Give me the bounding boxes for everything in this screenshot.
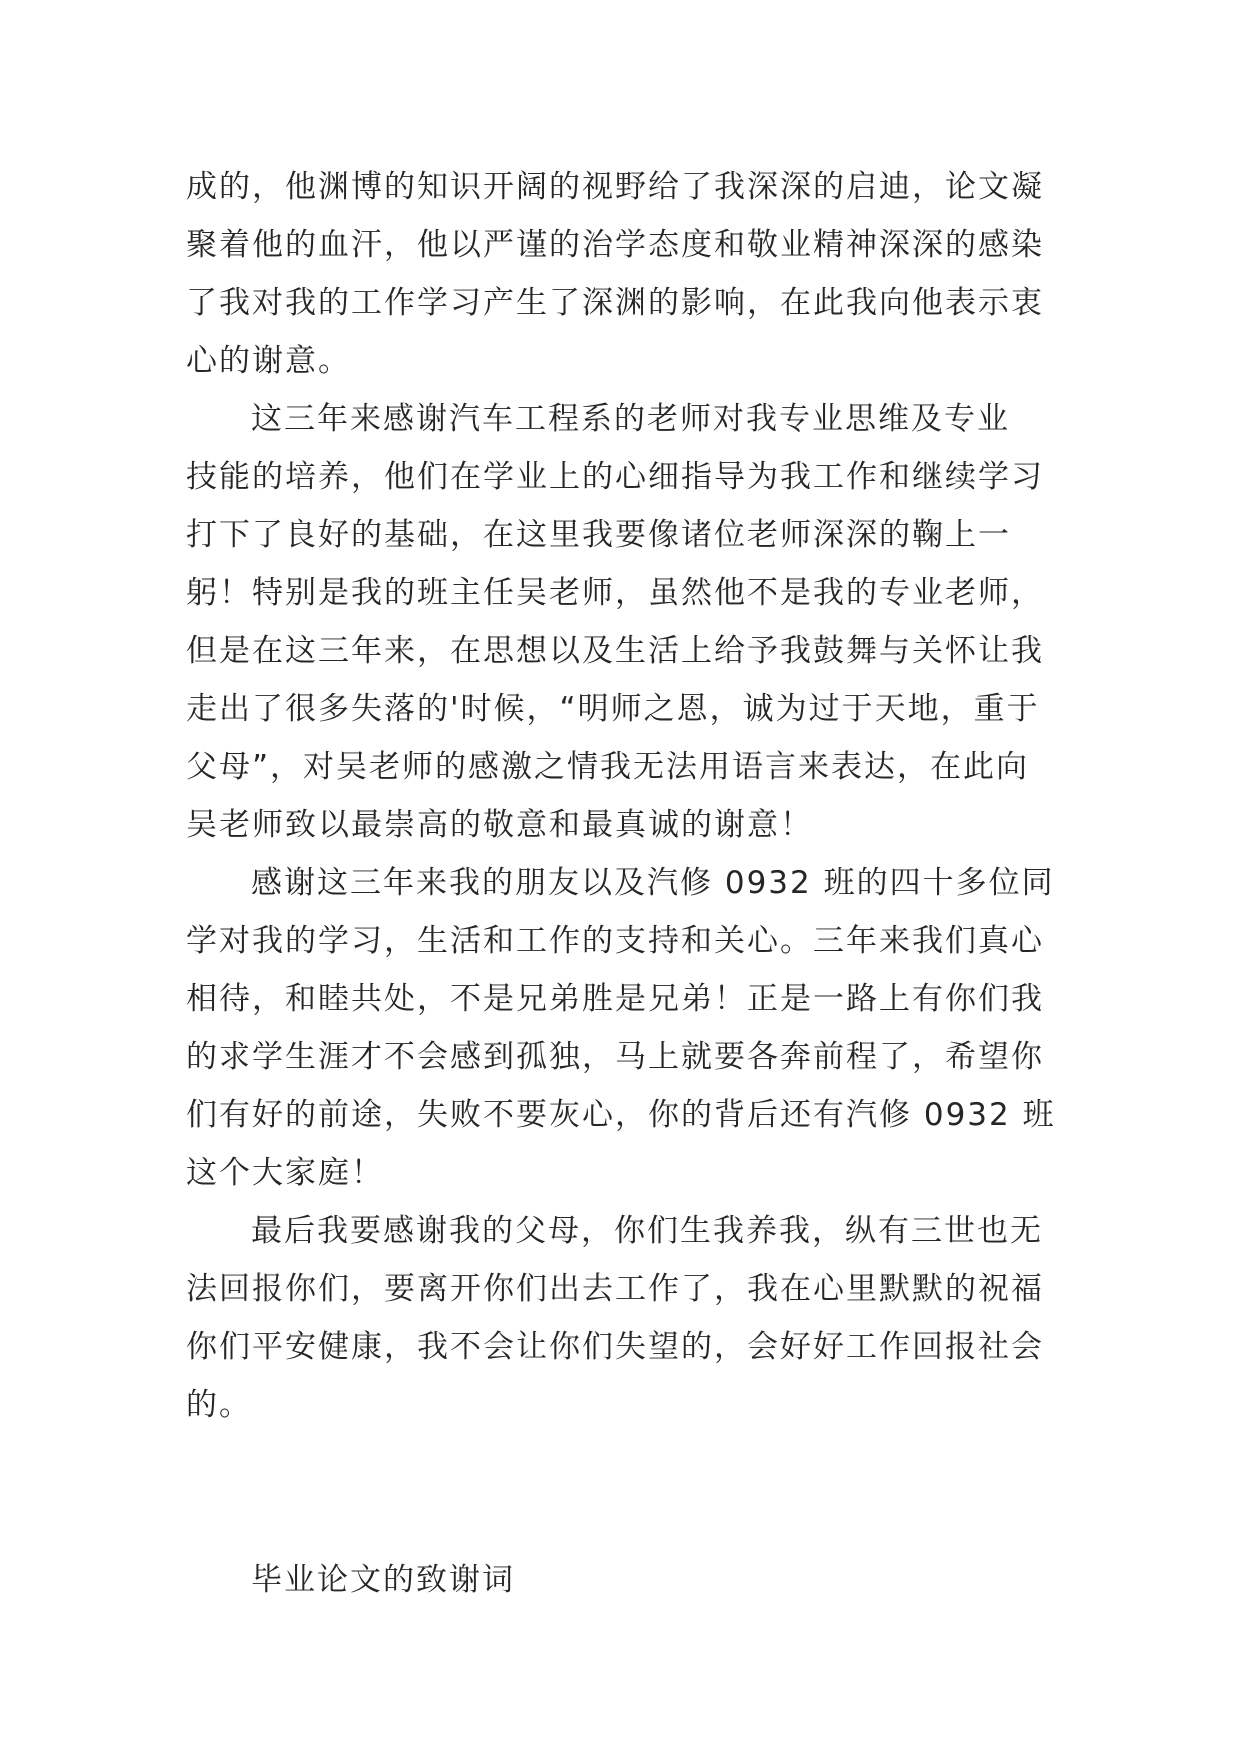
text-line: 这个大家庭！ (186, 1155, 384, 1191)
text-line: 相待，和睦共处，不是兄弟胜是兄弟！正是一路上有你们我 (186, 981, 1044, 1017)
text-line: 学对我的学习，生活和工作的支持和关心。三年来我们真心 (186, 923, 1044, 959)
text-line: 成的，他渊博的知识开阔的视野给了我深深的启迪，论文凝 (186, 169, 1044, 205)
text-line: 聚着他的血汗，他以严谨的治学态度和敬业精神深深的感染 (186, 227, 1044, 263)
text-line: 躬！特别是我的班主任吴老师，虽然他不是我的专业老师， (186, 575, 1044, 611)
paragraph-1 (186, 158, 1056, 390)
text-line: 最后我要感谢我的父母，你们生我养我，纵有三世也无 (251, 1213, 1043, 1249)
document-body (186, 158, 1056, 1609)
text-line: 父母”，对吴老师的感激之情我无法用语言来表达，在此向 (186, 749, 1030, 785)
text-line: 吴老师致以最崇高的敬意和最真诚的谢意！ (186, 807, 813, 843)
paragraph-3 (186, 854, 1056, 1202)
text-line: 技能的培养，他们在学业上的心细指导为我工作和继续学习 (186, 459, 1044, 495)
text-line: 法回报你们，要离开你们出去工作了，我在心里默默的祝福 (186, 1271, 1044, 1307)
text-line: 了我对我的工作学习产生了深渊的影响，在此我向他表示衷 (186, 285, 1044, 321)
text-line: 们有好的前途，失败不要灰心，你的背后还有汽修 0932 班 (186, 1097, 1056, 1133)
text-line: 感谢这三年来我的朋友以及汽修 0932 班的四十多位同 (251, 865, 1055, 901)
text-line: 打下了良好的基础，在这里我要像诸位老师深深的鞠上一 (186, 517, 1011, 553)
text-line: 这三年来感谢汽车工程系的老师对我专业思维及专业 (251, 401, 1010, 437)
paragraph-4 (186, 1202, 1056, 1434)
text-line: 走出了很多失落的'时候，“明师之恩，诚为过于天地，重于 (186, 691, 1040, 727)
text-line: 的。 (186, 1387, 252, 1423)
paragraph-2 (186, 390, 1056, 854)
text-line: 但是在这三年来，在思想以及生活上给予我鼓舞与关怀让我 (186, 633, 1044, 669)
text-line: 的求学生涯才不会感到孤独，马上就要各奔前程了，希望你 (186, 1039, 1044, 1075)
text-line: 心的谢意。 (186, 343, 351, 379)
section-heading: 毕业论文的致谢词 (251, 1562, 515, 1598)
text-line: 你们平安健康，我不会让你们失望的，会好好工作回报社会 (186, 1329, 1044, 1365)
spacer (186, 1434, 1056, 1551)
